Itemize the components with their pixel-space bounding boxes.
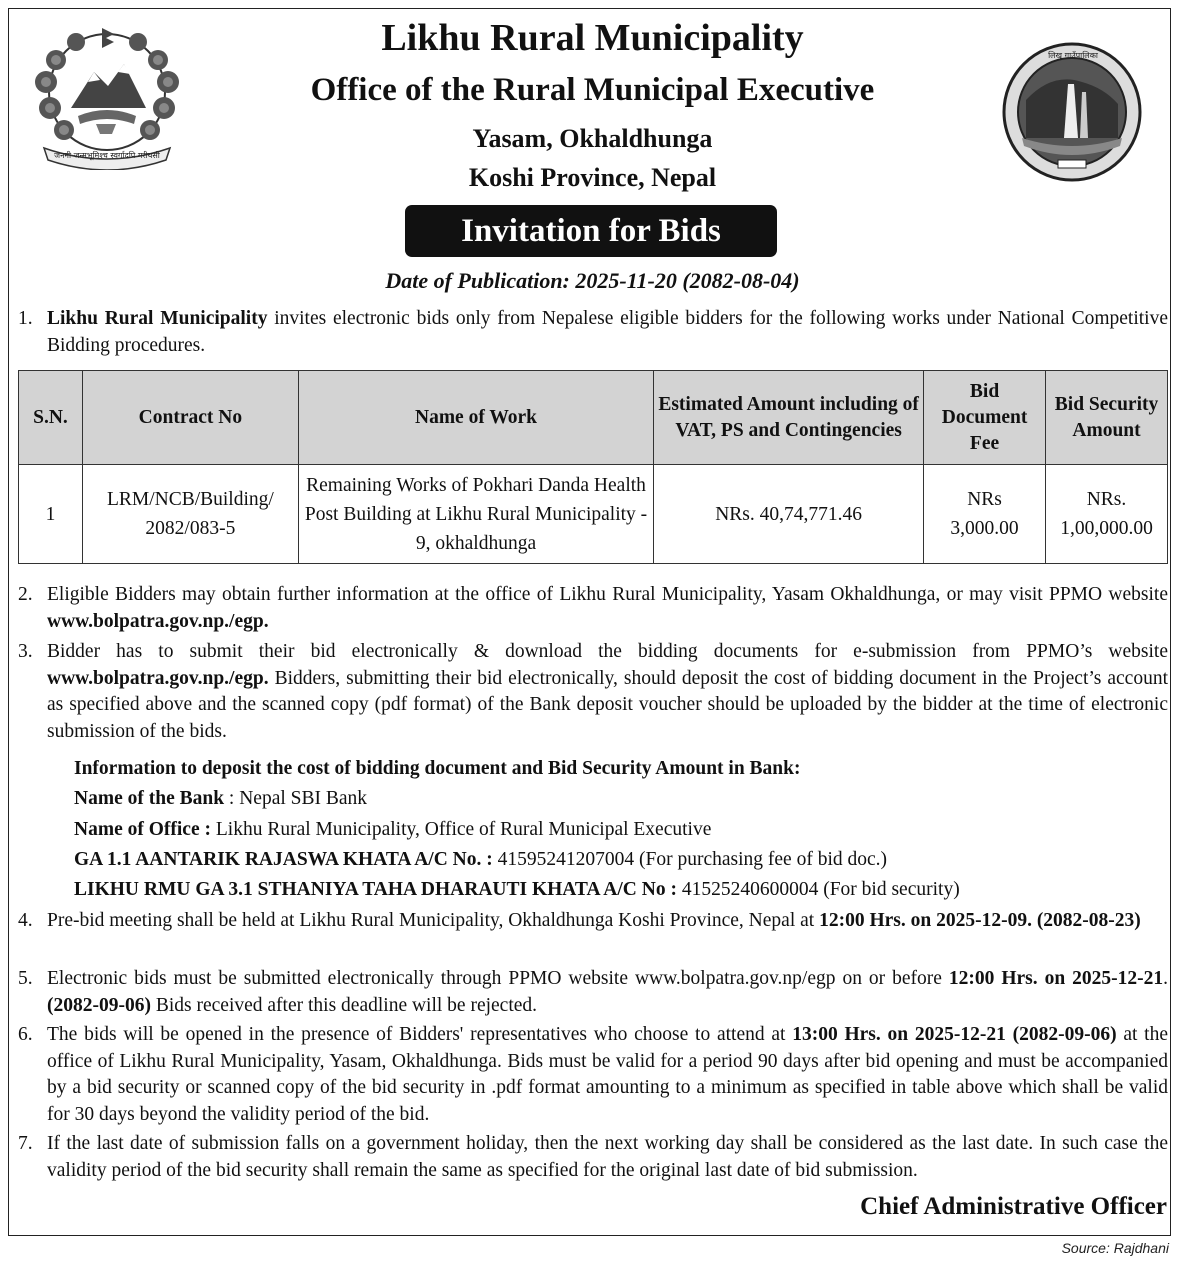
- para-5-text-b: .: [1163, 968, 1168, 989]
- para-4-text: Pre-bid meeting shall be held at Likhu Rural Municipality, Okhaldhunga Koshi Province, Nepal at: [47, 910, 820, 931]
- org-name: Likhu Rural Municipality: [381, 17, 804, 59]
- cell-estimate: NRs. 40,74,771.46: [654, 465, 924, 564]
- nepal-emblem-icon: [16, 20, 198, 170]
- office-value: Likhu Rural Municipality, Office of Rural Municipal Executive: [210, 818, 712, 840]
- publication-date: [230, 268, 955, 294]
- cell-contract: LRM/NCB/Building/ 2082/083-5: [82, 465, 298, 564]
- signoff: Chief Administrative Officer: [860, 1193, 1167, 1220]
- para-2-text: Eligible Bidders may obtain further information at the office of Likhu Rural Municipality, Yasam Okhaldhunga, or may visit PPMO website: [47, 584, 1168, 605]
- account-2-label: LIKHU RMU GA 3.1 STHANIYA TAHA DHARAUTI KHATA A/C No :: [74, 879, 677, 901]
- para-1-bold: Likhu Rural Municipality: [47, 308, 268, 329]
- para-4: [18, 908, 1168, 935]
- cell-security: NRs. 1,00,000.00: [1046, 465, 1168, 564]
- para-5-text-c: Bids received after this deadline will be rejected.: [150, 994, 538, 1016]
- para-5: [18, 966, 1168, 1019]
- para-3-text-b: Bidders, submitting their bid electronically, should deposit the cost of bidding document in the Project’s account as specified above and the scanned copy (pdf format) of the Bank deposit voucher should be uploaded by the bidder at the time of electronic submission of the bids.: [47, 667, 1168, 742]
- address-line-1: Yasam, Okhaldhunga: [472, 124, 713, 153]
- notice-title-banner: Invitation for Bids: [405, 205, 777, 257]
- para-4-bold: 12:00 Hrs. on 2025-12-09. (2082-08-23): [819, 910, 1141, 931]
- para-7-number: 7.: [18, 1133, 33, 1154]
- para-5-number: 5.: [18, 968, 33, 989]
- table-header-row: [19, 371, 1168, 465]
- municipality-seal-icon: [992, 42, 1152, 182]
- col-header-contract: Contract No: [82, 371, 298, 465]
- seal-text: लिखु गाउँपालिका: [1048, 51, 1098, 60]
- ppmo-link[interactable]: www.bolpatra.gov.np./egp.: [47, 610, 269, 632]
- para-5-bold-b: (2082-09-06): [47, 994, 151, 1016]
- para-6: [18, 1022, 1168, 1128]
- para-7: [18, 1131, 1168, 1184]
- col-header-security: Bid Security Amount: [1046, 371, 1168, 465]
- para-1: [18, 306, 1168, 359]
- para-6-number: 6.: [18, 1024, 33, 1045]
- bank-heading: Information to deposit the cost of bidding document and Bid Security Amount in Bank:: [74, 758, 801, 779]
- office-label: Name of Office :: [74, 818, 211, 840]
- para-1-number: 1.: [18, 308, 33, 329]
- para-2-number: 2.: [18, 584, 33, 605]
- para-5-bold-a: 12:00 Hrs. on 2025-12-21: [948, 968, 1164, 989]
- para-6-text-a: The bids will be opened in the presence of Bidders' representatives who choose to attend at: [47, 1024, 793, 1045]
- col-header-work: Name of Work: [298, 371, 653, 465]
- address-line-2: Koshi Province, Nepal: [468, 163, 717, 192]
- para-7-text: If the last date of submission falls on a government holiday, then the next working day shall be considered as the last date. In such case the validity period of the bid security shall remain the same as specified for the original last date of bid submission.: [47, 1133, 1168, 1181]
- bank-name-label: Name of the Bank: [74, 788, 225, 810]
- publication-label: Date of Publication:: [385, 268, 570, 293]
- para-2: [18, 582, 1168, 635]
- emblem-motto: जननी जन्मभूमिश्च स्वर्गादपि गरीयसी: [54, 151, 160, 160]
- account-1-value: 41595241207004 (For purchasing fee of bid doc.): [492, 848, 888, 870]
- bank-info: [74, 754, 1164, 905]
- para-1-text: invites electronic bids only from Nepalese eligible bidders for the following works under National Competitive Bidding procedures.: [47, 308, 1168, 356]
- ppmo-link-2[interactable]: www.bolpatra.gov.np./egp.: [47, 667, 269, 689]
- para-3: [18, 639, 1168, 745]
- account-1-label: GA 1.1 AANTARIK RAJASWA KHATA A/C No. :: [74, 848, 493, 870]
- para-4-number: 4.: [18, 910, 33, 931]
- col-header-estimate: Estimated Amount including of VAT, PS and Contingencies: [654, 371, 924, 465]
- col-header-fee: Bid Document Fee: [924, 371, 1046, 465]
- para-5-text-a: Electronic bids must be submitted electronically through PPMO website www.bolpatra.gov.np/egp on or before: [47, 968, 949, 989]
- para-6-text-b: at the office of Likhu Rural Municipality, Yasam, Okhaldhunga. Bids must be valid for a period 90 days after bid opening and must be accompanied by a bid security or scanned copy of the bid security in .pdf format amounting to a minimum as specified in table above which shall be valid for 30 days beyond the validity period of the bid.: [47, 1024, 1168, 1125]
- cell-work: Remaining Works of Pokhari Danda Health Post Building at Likhu Rural Municipality - 9, okhaldhunga: [298, 465, 653, 564]
- bank-name-value: : Nepal SBI Bank: [224, 788, 368, 810]
- office-name: Office of the Rural Municipal Executive: [310, 72, 875, 108]
- table-row: [19, 465, 1168, 564]
- bid-table: [18, 370, 1168, 564]
- cell-fee: NRs 3,000.00: [924, 465, 1046, 564]
- para-6-bold: 13:00 Hrs. on 2025-12-21 (2082-09-06): [792, 1024, 1117, 1045]
- col-header-sn: S.N.: [19, 371, 83, 465]
- publication-date-value: 2025-11-20 (2082-08-04): [575, 268, 800, 293]
- para-3-text-a: Bidder has to submit their bid electronically & download the bidding documents for e-submission from PPMO’s website: [47, 641, 1168, 662]
- cell-sn: 1: [19, 465, 83, 564]
- account-2-value: 41525240600004 (For bid security): [676, 879, 960, 901]
- para-3-number: 3.: [18, 641, 33, 662]
- source-credit: Source: Rajdhani: [1061, 1240, 1169, 1256]
